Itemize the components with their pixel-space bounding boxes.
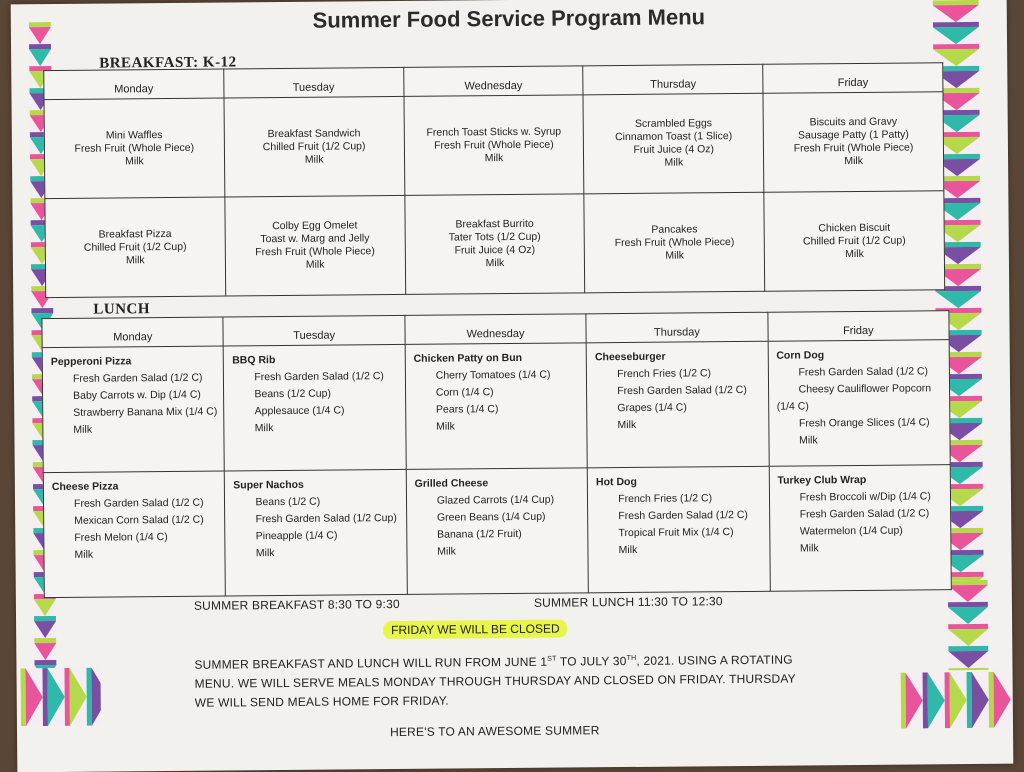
paragraph-line-1: SUMMER BREAKFAST AND LUNCH WILL RUN FROM JUNE 1ST TO JULY 30TH, 2021. USING A ROTATING bbox=[194, 652, 793, 672]
breakfast-label: BREAKFAST: K-12 bbox=[99, 54, 237, 72]
side-item: Fresh Orange Slices (1/4 C) bbox=[798, 416, 930, 430]
side-item: Fresh Garden Salad (1/2 C) bbox=[798, 365, 929, 379]
side-item: Cherry Tomatoes (1/4 C) bbox=[435, 368, 551, 382]
side-item: (1/4 C) bbox=[776, 400, 809, 413]
side-item: Milk bbox=[254, 422, 274, 435]
menu-item: Milk bbox=[845, 247, 864, 260]
menu-cell bbox=[224, 344, 406, 471]
main-dish: Hot Dog bbox=[595, 475, 637, 489]
menu-item: Milk bbox=[125, 253, 145, 266]
day-header: Monday bbox=[42, 317, 224, 348]
menu-item: Cinnamon Toast (1 Slice) bbox=[615, 130, 733, 144]
side-item: Fresh Garden Salad (1/2 C) bbox=[73, 496, 204, 510]
day-header: Wednesday bbox=[405, 314, 587, 345]
menu-cell bbox=[586, 341, 768, 468]
main-dish: Super Nachos bbox=[233, 478, 304, 492]
menu-item: Milk bbox=[305, 258, 325, 271]
menu-cell bbox=[405, 343, 587, 470]
menu-cell bbox=[225, 195, 406, 296]
menu-item: Milk bbox=[484, 151, 504, 164]
day-header: Monday bbox=[44, 69, 224, 100]
side-item: Strawberry Banana Mix (1/4 C) bbox=[73, 405, 218, 419]
menu-item: Fresh Fruit (Whole Piece) bbox=[255, 245, 375, 259]
breakfast-week1-row bbox=[44, 92, 944, 199]
day-header: Tuesday bbox=[224, 67, 404, 98]
day-header: Thursday bbox=[583, 64, 763, 95]
side-item: French Fries (1/2 C) bbox=[617, 367, 712, 381]
menu-cell bbox=[406, 468, 588, 595]
side-item: Milk bbox=[618, 543, 638, 557]
main-dish: Grilled Cheese bbox=[414, 477, 489, 490]
menu-item: Tater Tots (1/2 Cup) bbox=[448, 230, 541, 244]
side-item: Fresh Broccoli w/Dip (1/4 C) bbox=[799, 490, 931, 504]
menu-item: Milk bbox=[125, 154, 144, 167]
menu-cell bbox=[587, 466, 769, 593]
menu-item: Chilled Fruit (1/2 Cup) bbox=[262, 139, 366, 153]
lunch-label: LUNCH bbox=[93, 301, 151, 318]
menu-item: Milk bbox=[485, 257, 505, 270]
menu-cell bbox=[763, 92, 944, 193]
main-dish: Pepperoni Pizza bbox=[50, 355, 132, 369]
lunch-week2-row bbox=[43, 465, 951, 598]
lunch-hours: SUMMER LUNCH 11:30 TO 12:30 bbox=[533, 594, 723, 610]
menu-item: Milk bbox=[665, 248, 685, 262]
side-item: Applesauce (1/4 C) bbox=[254, 404, 345, 418]
closing-message: HERE'S TO AN AWESOME SUMMER bbox=[389, 723, 600, 740]
side-item: Green Beans (1/4 Cup) bbox=[436, 510, 546, 524]
menu-item: French Toast Sticks w. Syrup bbox=[426, 125, 562, 139]
side-item: Milk bbox=[73, 423, 93, 436]
menu-cell bbox=[225, 469, 407, 596]
day-header: Tuesday bbox=[223, 315, 405, 346]
side-item: French Fries (1/2 C) bbox=[618, 492, 713, 506]
main-dish: Cheese Pizza bbox=[51, 480, 119, 494]
menu-item: Chilled Fruit (1/2 Cup) bbox=[802, 234, 906, 247]
side-item: Milk bbox=[255, 547, 275, 560]
menu-item: Chilled Fruit (1/2 Cup) bbox=[83, 240, 187, 254]
side-item: Corn (1/4 C) bbox=[435, 386, 494, 399]
paragraph-line-3: WE WILL SEND MEALS HOME FOR FRIDAY. bbox=[194, 693, 449, 710]
side-item: Fresh Garden Salad (1/2 C) bbox=[799, 507, 930, 521]
side-item: Glazed Carrots (1/4 Cup) bbox=[436, 493, 555, 507]
menu-item: Fresh Fruit (Whole Piece) bbox=[614, 235, 735, 249]
side-item: Beans (1/2 C) bbox=[255, 495, 321, 509]
program-info-paragraph bbox=[194, 647, 805, 712]
menu-cell bbox=[404, 95, 585, 196]
side-item: Fresh Garden Salad (1/2 Cup) bbox=[255, 512, 397, 526]
main-dish: Chicken Patty on Bun bbox=[413, 351, 523, 365]
side-item: Fresh Garden Salad (1/2 C) bbox=[72, 371, 203, 385]
side-item: Milk bbox=[74, 548, 94, 561]
paragraph-line-2: MENU. WE WILL SERVE MEALS MONDAY THROUGH THURSDAY AND CLOSED ON FRIDAY. THURSDAY bbox=[194, 671, 796, 691]
menu-cell bbox=[764, 191, 945, 292]
side-item: Pineapple (1/4 C) bbox=[255, 529, 338, 543]
menu-item: Milk bbox=[664, 156, 684, 169]
side-item: Milk bbox=[799, 434, 818, 447]
side-item: Banana (1/2 Fruit) bbox=[437, 527, 522, 541]
menu-item: Breakfast Sandwich bbox=[267, 126, 361, 140]
day-header: Friday bbox=[763, 63, 943, 94]
menu-item: Fresh Fruit (Whole Piece) bbox=[434, 138, 554, 152]
menu-item: Fresh Fruit (Whole Piece) bbox=[74, 141, 195, 155]
menu-item: Pancakes bbox=[651, 222, 698, 236]
menu-cell bbox=[768, 340, 951, 467]
side-item: Mexican Corn Salad (1/2 C) bbox=[74, 513, 204, 527]
menu-cell bbox=[584, 192, 765, 293]
menu-item: Sausage Patty (1 Patty) bbox=[797, 128, 909, 142]
day-header: Thursday bbox=[586, 312, 768, 343]
menu-cell bbox=[769, 465, 952, 592]
side-item: Watermelon (1/4 Cup) bbox=[799, 524, 903, 538]
menu-item: Breakfast Burrito bbox=[455, 217, 534, 231]
menu-cell bbox=[43, 471, 225, 598]
day-header: Friday bbox=[767, 311, 949, 342]
side-item: Milk bbox=[436, 420, 455, 433]
closed-notice: FRIDAY WE WILL BE CLOSED bbox=[383, 620, 568, 640]
side-item: Fresh Melon (1/4 C) bbox=[74, 531, 168, 544]
page-title: Summer Food Service Program Menu bbox=[312, 4, 706, 33]
side-item: Fresh Garden Salad (1/2 C) bbox=[618, 508, 748, 523]
menu-cell bbox=[224, 96, 405, 197]
menu-item: Milk bbox=[304, 153, 324, 166]
menu-cell bbox=[45, 197, 226, 298]
menu-item: Scrambled Eggs bbox=[634, 117, 713, 130]
side-item: Milk bbox=[799, 542, 819, 555]
lunch-table bbox=[41, 310, 951, 598]
menu-cell bbox=[44, 98, 225, 199]
breakfast-hours: SUMMER BREAKFAST 8:30 TO 9:30 bbox=[193, 596, 400, 613]
menu-item: Fresh Fruit (Whole Piece) bbox=[793, 141, 914, 155]
right-lower-pattern bbox=[948, 580, 989, 670]
side-item: Milk bbox=[617, 418, 637, 432]
menu-item: Milk bbox=[844, 154, 864, 168]
lunch-week1-row bbox=[42, 340, 950, 473]
side-item: Pears (1/4 C) bbox=[435, 403, 499, 416]
bottom-left-pattern bbox=[20, 668, 101, 727]
menu-item: Fruit Juice (4 Oz) bbox=[454, 243, 536, 257]
main-dish: BBQ Rib bbox=[232, 354, 276, 367]
side-item: Baby Carrots w. Dip (1/4 C) bbox=[73, 388, 201, 402]
menu-item: Colby Egg Omelet bbox=[272, 219, 358, 233]
main-dish: Turkey Club Wrap bbox=[777, 473, 867, 487]
menu-item: Chicken Biscuit bbox=[818, 221, 891, 234]
menu-cell bbox=[42, 346, 224, 473]
side-item: Fresh Garden Salad (1/2 C) bbox=[617, 383, 747, 398]
main-dish: Cheeseburger bbox=[594, 350, 666, 364]
side-item: Beans (1/2 Cup) bbox=[254, 387, 331, 401]
breakfast-table bbox=[43, 62, 945, 298]
side-item: Cheesy Cauliflower Popcorn bbox=[798, 382, 932, 396]
breakfast-week2-row bbox=[45, 191, 945, 298]
side-item: Fresh Garden Salad (1/2 C) bbox=[254, 370, 384, 384]
menu-item: Breakfast Pizza bbox=[98, 227, 172, 241]
side-item: Tropical Fruit Mix (1/4 C) bbox=[618, 526, 734, 540]
menu-sheet bbox=[11, 0, 1014, 772]
menu-item: Mini Waffles bbox=[105, 128, 163, 142]
menu-cell bbox=[583, 93, 764, 194]
main-dish: Corn Dog bbox=[776, 349, 825, 362]
side-item: Grapes (1/4 C) bbox=[617, 401, 687, 415]
menu-item: Biscuits and Gravy bbox=[809, 115, 898, 129]
side-item: Milk bbox=[437, 545, 456, 558]
menu-item: Toast w. Marg and Jelly bbox=[260, 232, 370, 246]
menu-cell bbox=[404, 194, 585, 295]
menu-item: Fruit Juice (4 Oz) bbox=[633, 143, 715, 156]
day-header: Wednesday bbox=[403, 66, 583, 97]
bottom-right-pattern bbox=[901, 672, 1011, 729]
